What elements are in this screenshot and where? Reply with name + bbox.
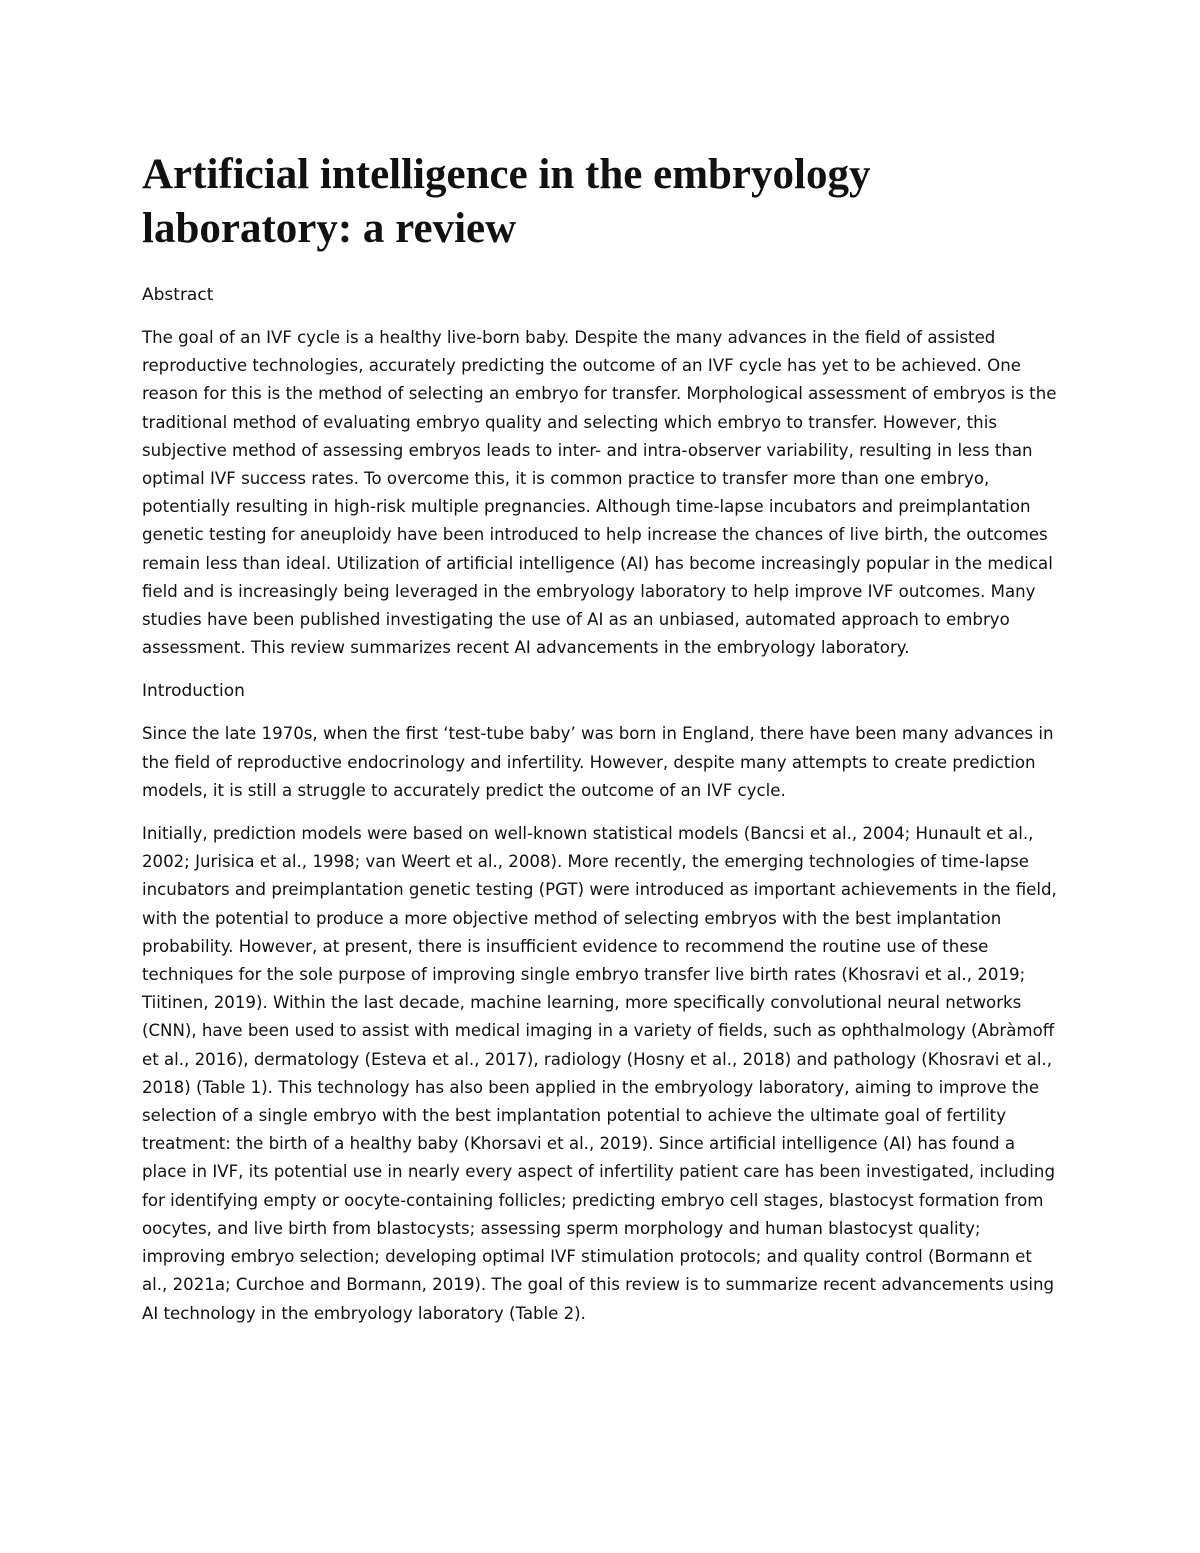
document-body <box>142 148 1058 1343</box>
introduction-paragraph-2: Initially, prediction models were based on well-known statistical models (Bancsi et al., 2004; Hunault et al., 2002; Jurisica et al., 1998; van Weert et al., 2008). More recently, the emerging technologies of time-lapse incubators and preimplantation genetic testing (PGT) were introduced as important achievements in the field, with the potential to produce a more objective method of selecting embryos with the best implantation probability. However, at present, there is insufficient evidence to recommend the routine use of these techniques for the sole purpose of improving single embryo transfer live birth rates (Khosravi et al., 2019; Tiitinen, 2019). Within the last decade, machine learning, more specifically convolutional neural networks (CNN), have been used to assist with medical imaging in a variety of fields, such as ophthalmology (Abràmoff et al., 2016), dermatology (Esteva et al., 2017), radiology (Hosny et al., 2018) and pathology (Khosravi et al., 2018) (Table 1). This technology has also been applied in the embryology laboratory, aiming to improve the selection of a single embryo with the best implantation potential to achieve the ultimate goal of fertility treatment: the birth of a healthy baby (Khorsavi et al., 2019). Since artificial intelligence (AI) has found a place in IVF, its potential use in nearly every aspect of infertility patient care has been investigated, including for identifying empty or oocyte-containing follicles; predicting embryo cell stages, blastocyst formation from oocytes, and live birth from blastocysts; assessing sperm morphology and human blastocyst quality; improving embryo selection; developing optimal IVF stimulation protocols; and quality control (Bormann et al., 2021a; Curchoe and Bormann, 2019). The goal of this review is to summarize recent advancements using AI technology in the embryology laboratory (Table 2). <box>142 824 1057 1323</box>
abstract-heading: Abstract <box>142 285 214 305</box>
document-title: Artificial intelligence in the embryology laboratory: a review <box>142 151 871 252</box>
abstract-paragraph: The goal of an IVF cycle is a healthy live-born baby. Despite the many advances in the field of assisted reproductive technologies, accurately predicting the outcome of an IVF cycle has yet to be achieved. One reason for this is the method of selecting an embryo for transfer. Morphological assessment of embryos is the traditional method of evaluating embryo quality and selecting which embryo to transfer. However, this subjective method of assessing embryos leads to inter- and intra-observer variability, resulting in less than optimal IVF success rates. To overcome this, it is common practice to transfer more than one embryo, potentially resulting in high-risk multiple pregnancies. Although time-lapse incubators and preimplantation genetic testing for aneuploidy have been introduced to help increase the chances of live birth, the outcomes remain less than ideal. Utilization of artificial intelligence (AI) has become increasingly popular in the medical field and is increasingly being leveraged in the embryology laboratory to help improve IVF outcomes. Many studies have been published investigating the use of AI as an unbiased, automated approach to embryo assessment. This review summarizes recent AI advancements in the embryology laboratory. <box>142 328 1057 658</box>
introduction-heading: Introduction <box>142 681 245 702</box>
introduction-paragraph-1: Since the late 1970s, when the first ‘test-tube baby’ was born in England, there have been many advances in the field of reproductive endocrinology and infertility. However, despite many attempts to create prediction models, it is still a struggle to accurately predict the outcome of an IVF cycle. <box>142 724 1054 800</box>
